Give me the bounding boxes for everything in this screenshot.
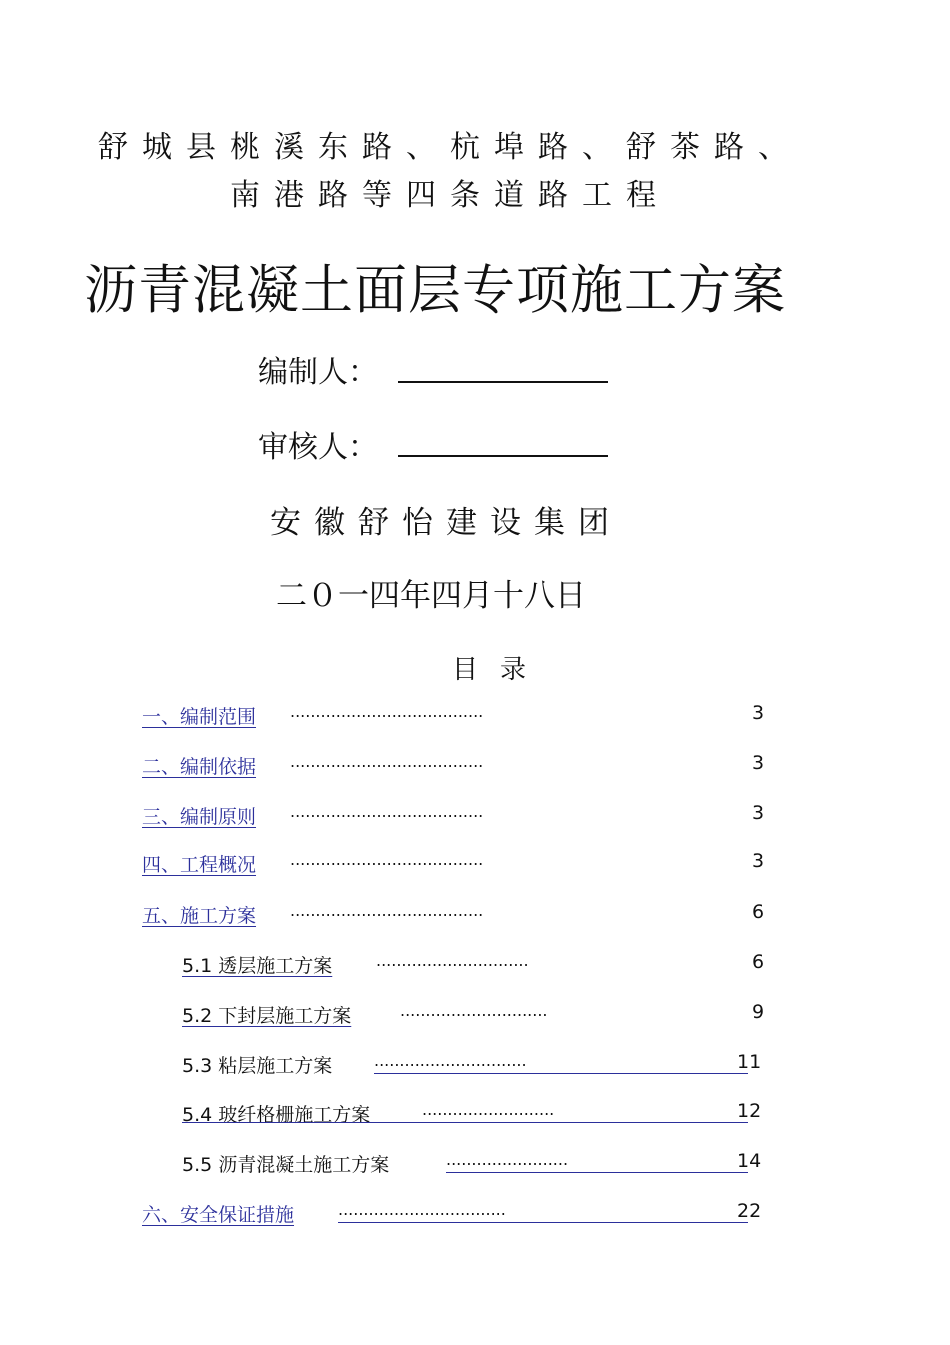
toc-page-number: 9 [752, 1001, 765, 1023]
compiler-label: 编制人： [258, 355, 378, 390]
toc-page-number: 22 [737, 1200, 762, 1222]
toc-entry[interactable] [142, 802, 782, 832]
toc-leader-dots: ...................................... [290, 802, 484, 821]
toc-leader-dots: ...................................... [290, 752, 484, 771]
toc-page-number: 3 [752, 702, 765, 724]
toc-leader-dots: .............................. [376, 951, 529, 970]
toc-title: 目录 [452, 655, 549, 685]
toc-entry-label[interactable]: 六、安全保证措施 [142, 1204, 295, 1226]
toc-link-underline [182, 1122, 748, 1123]
toc-page-number: 3 [752, 850, 765, 872]
toc-leader-dots: ...................................... [290, 702, 484, 721]
reviewer-signature-line [398, 455, 608, 457]
toc-page-number: 6 [752, 901, 765, 923]
toc-leader-dots: ...................................... [290, 850, 484, 869]
toc-entry[interactable] [142, 1200, 782, 1230]
toc-entry-label[interactable]: 三、编制原则 [142, 806, 257, 828]
document-date: 二０一四年四月十八日 [276, 578, 586, 614]
toc-entry[interactable] [182, 1150, 782, 1180]
toc-entry[interactable] [182, 1001, 782, 1031]
toc-entry-label[interactable]: 二、编制依据 [142, 756, 257, 778]
toc-page-number: 3 [752, 802, 765, 824]
toc-leader-dots: .......................... [422, 1100, 555, 1119]
project-name-line-2: 南港路等四条道路工程 [230, 178, 670, 213]
toc-leader-dots: ................................. [338, 1200, 506, 1219]
toc-page-number: 6 [752, 951, 765, 973]
company-name: 安徽舒怡建设集团 [270, 505, 622, 541]
toc-entry-label[interactable]: 五、施工方案 [142, 905, 257, 927]
toc-link-underline [374, 1073, 748, 1074]
toc-entry-label[interactable]: 一、编制范围 [142, 706, 257, 728]
toc-page-number: 3 [752, 752, 765, 774]
project-name-line-1: 舒城县桃溪东路、杭埠路、舒茶路、 [98, 130, 802, 165]
toc-leader-dots: ...................................... [290, 901, 484, 920]
toc-entry-label[interactable]: 四、工程概况 [142, 854, 257, 876]
toc-entry[interactable] [182, 1051, 782, 1081]
toc-leader-dots: ........................ [446, 1150, 569, 1169]
toc-entry[interactable] [142, 752, 782, 782]
toc-page-number: 14 [737, 1150, 762, 1172]
toc-entry[interactable] [182, 951, 782, 981]
toc-entry-label[interactable]: 5.3 粘层施工方案 [182, 1055, 333, 1077]
toc-entry-label[interactable]: 5.5 沥青混凝土施工方案 [182, 1154, 390, 1176]
toc-entry[interactable] [142, 901, 782, 931]
toc-entry[interactable] [142, 850, 782, 880]
toc-entry[interactable] [142, 702, 782, 732]
toc-entry[interactable] [182, 1100, 782, 1130]
reviewer-label: 审核人： [258, 430, 378, 465]
toc-link-underline [338, 1222, 748, 1223]
document-title: 沥青混凝土面层专项施工方案 [84, 260, 786, 321]
toc-page-number: 11 [737, 1051, 762, 1073]
toc-page-number: 12 [737, 1100, 762, 1122]
toc-leader-dots: ............................. [400, 1001, 548, 1020]
compiler-signature-line [398, 381, 608, 383]
toc-link-underline [446, 1172, 748, 1173]
toc-entry-label[interactable]: 5.4 玻纤格栅施工方案 [182, 1104, 371, 1126]
toc-entry-label[interactable]: 5.2 下封层施工方案 [182, 1005, 352, 1027]
toc-leader-dots: .............................. [374, 1051, 527, 1070]
toc-entry-label[interactable]: 5.1 透层施工方案 [182, 955, 333, 977]
